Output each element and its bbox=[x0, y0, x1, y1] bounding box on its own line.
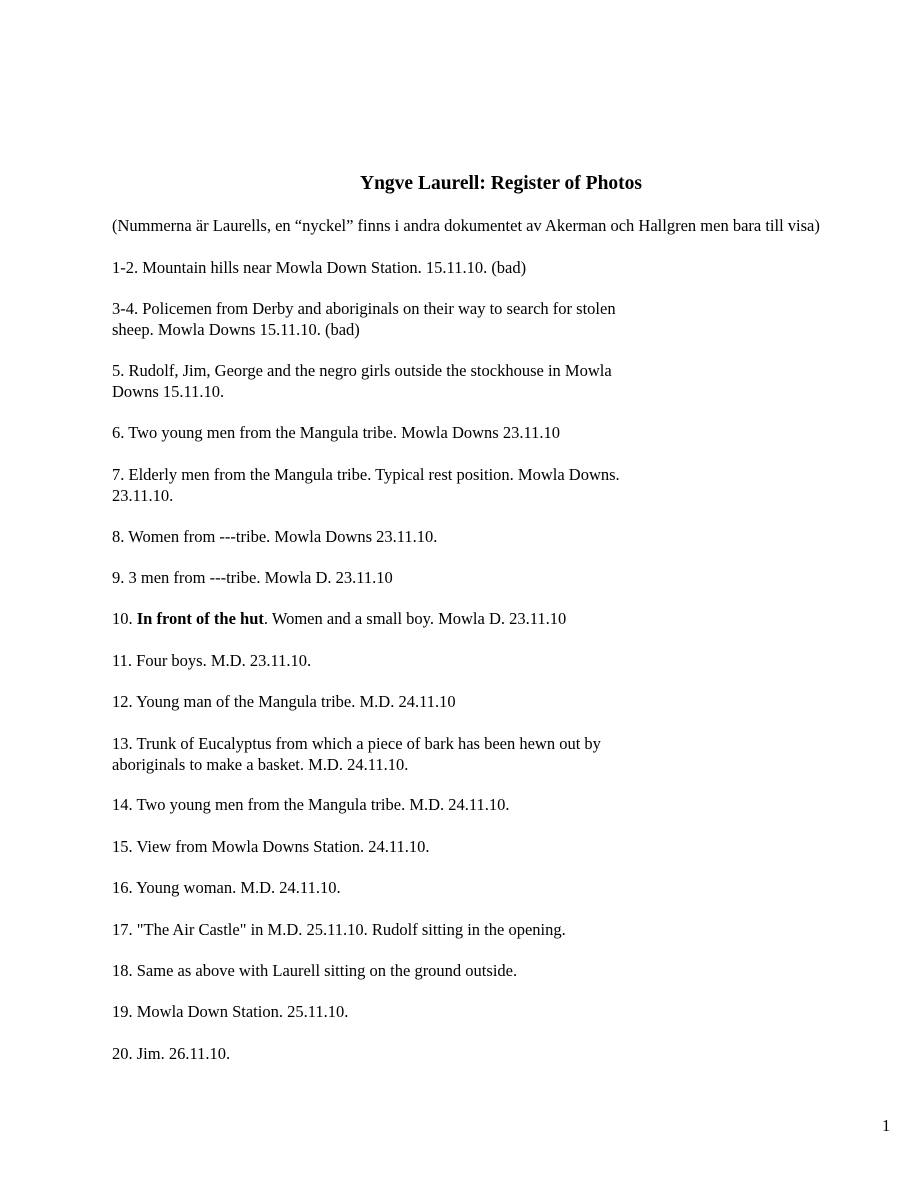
register-entry-7 bbox=[112, 464, 620, 506]
entry-line: 15. View from Mowla Downs Station. 24.11.10. bbox=[112, 837, 430, 856]
register-entry-17 bbox=[112, 919, 566, 940]
register-entry-20 bbox=[112, 1043, 230, 1064]
intro-note: (Nummerna är Laurells, en “nyckel” finns i andra dokumentet av Akerman och Hallgren men bara till visa) bbox=[112, 216, 820, 235]
register-entry-1-2 bbox=[112, 257, 526, 278]
entry-line: 17. "The Air Castle" in M.D. 25.11.10. Rudolf sitting in the opening. bbox=[112, 920, 566, 939]
entry-line: 1-2. Mountain hills near Mowla Down Station. 15.11.10. (bad) bbox=[112, 258, 527, 277]
register-entry-18 bbox=[112, 960, 517, 981]
register-entry-16 bbox=[112, 877, 341, 898]
register-entry-6 bbox=[112, 422, 560, 443]
entry-line: 7. Elderly men from the Mangula tribe. Typical rest position. Mowla Downs. bbox=[112, 465, 620, 484]
register-entry-11 bbox=[112, 650, 311, 671]
entry-line: 9. 3 men from ---tribe. Mowla D. 23.11.10 bbox=[112, 568, 393, 587]
entry-line: . Women and a small boy. Mowla D. 23.11.10 bbox=[263, 609, 567, 628]
register-entry-13 bbox=[112, 733, 601, 775]
register-entry-12 bbox=[112, 691, 456, 712]
register-entry-10 bbox=[112, 608, 566, 629]
register-entry-3-4 bbox=[112, 298, 616, 340]
register-entry-15 bbox=[112, 836, 430, 857]
register-entry-9 bbox=[112, 567, 393, 588]
entry-line: 14. Two young men from the Mangula tribe. M.D. 24.11.10. bbox=[112, 795, 510, 814]
entry-bold-title: In front of the hut bbox=[136, 609, 264, 628]
entry-line: 20. Jim. 26.11.10. bbox=[112, 1044, 231, 1063]
entry-line: 12. Young man of the Mangula tribe. M.D. 24.11.10 bbox=[112, 692, 456, 711]
register-entry-5 bbox=[112, 360, 612, 402]
entry-line: aboriginals to make a basket. M.D. 24.11.10. bbox=[112, 755, 409, 774]
entry-line: 8. Women from ---tribe. Mowla Downs 23.11.10. bbox=[112, 527, 438, 546]
entry-line: Downs 15.11.10. bbox=[112, 382, 225, 401]
register-entry-8 bbox=[112, 526, 437, 547]
entry-line: 11. Four boys. M.D. 23.11.10. bbox=[112, 651, 312, 670]
entry-line: 3-4. Policemen from Derby and aboriginals on their way to search for stolen bbox=[112, 299, 616, 318]
entry-number: 10. bbox=[112, 609, 137, 628]
entry-line: 6. Two young men from the Mangula tribe. Mowla Downs 23.11.10 bbox=[112, 423, 560, 442]
entry-line: 18. Same as above with Laurell sitting on the ground outside. bbox=[112, 961, 518, 980]
entry-line: 5. Rudolf, Jim, George and the negro girls outside the stockhouse in Mowla bbox=[112, 361, 612, 380]
page-title: Yngve Laurell: Register of Photos bbox=[360, 173, 642, 194]
register-entry-14 bbox=[112, 794, 510, 815]
entry-line: 13. Trunk of Eucalyptus from which a piece of bark has been hewn out by bbox=[112, 734, 601, 753]
entry-line: 19. Mowla Down Station. 25.11.10. bbox=[112, 1002, 349, 1021]
register-entry-19 bbox=[112, 1001, 348, 1022]
page-number: 1 bbox=[882, 1116, 891, 1135]
entry-line: sheep. Mowla Downs 15.11.10. (bad) bbox=[112, 320, 360, 339]
entry-line: 16. Young woman. M.D. 24.11.10. bbox=[112, 878, 341, 897]
entry-line: 23.11.10. bbox=[112, 486, 174, 505]
